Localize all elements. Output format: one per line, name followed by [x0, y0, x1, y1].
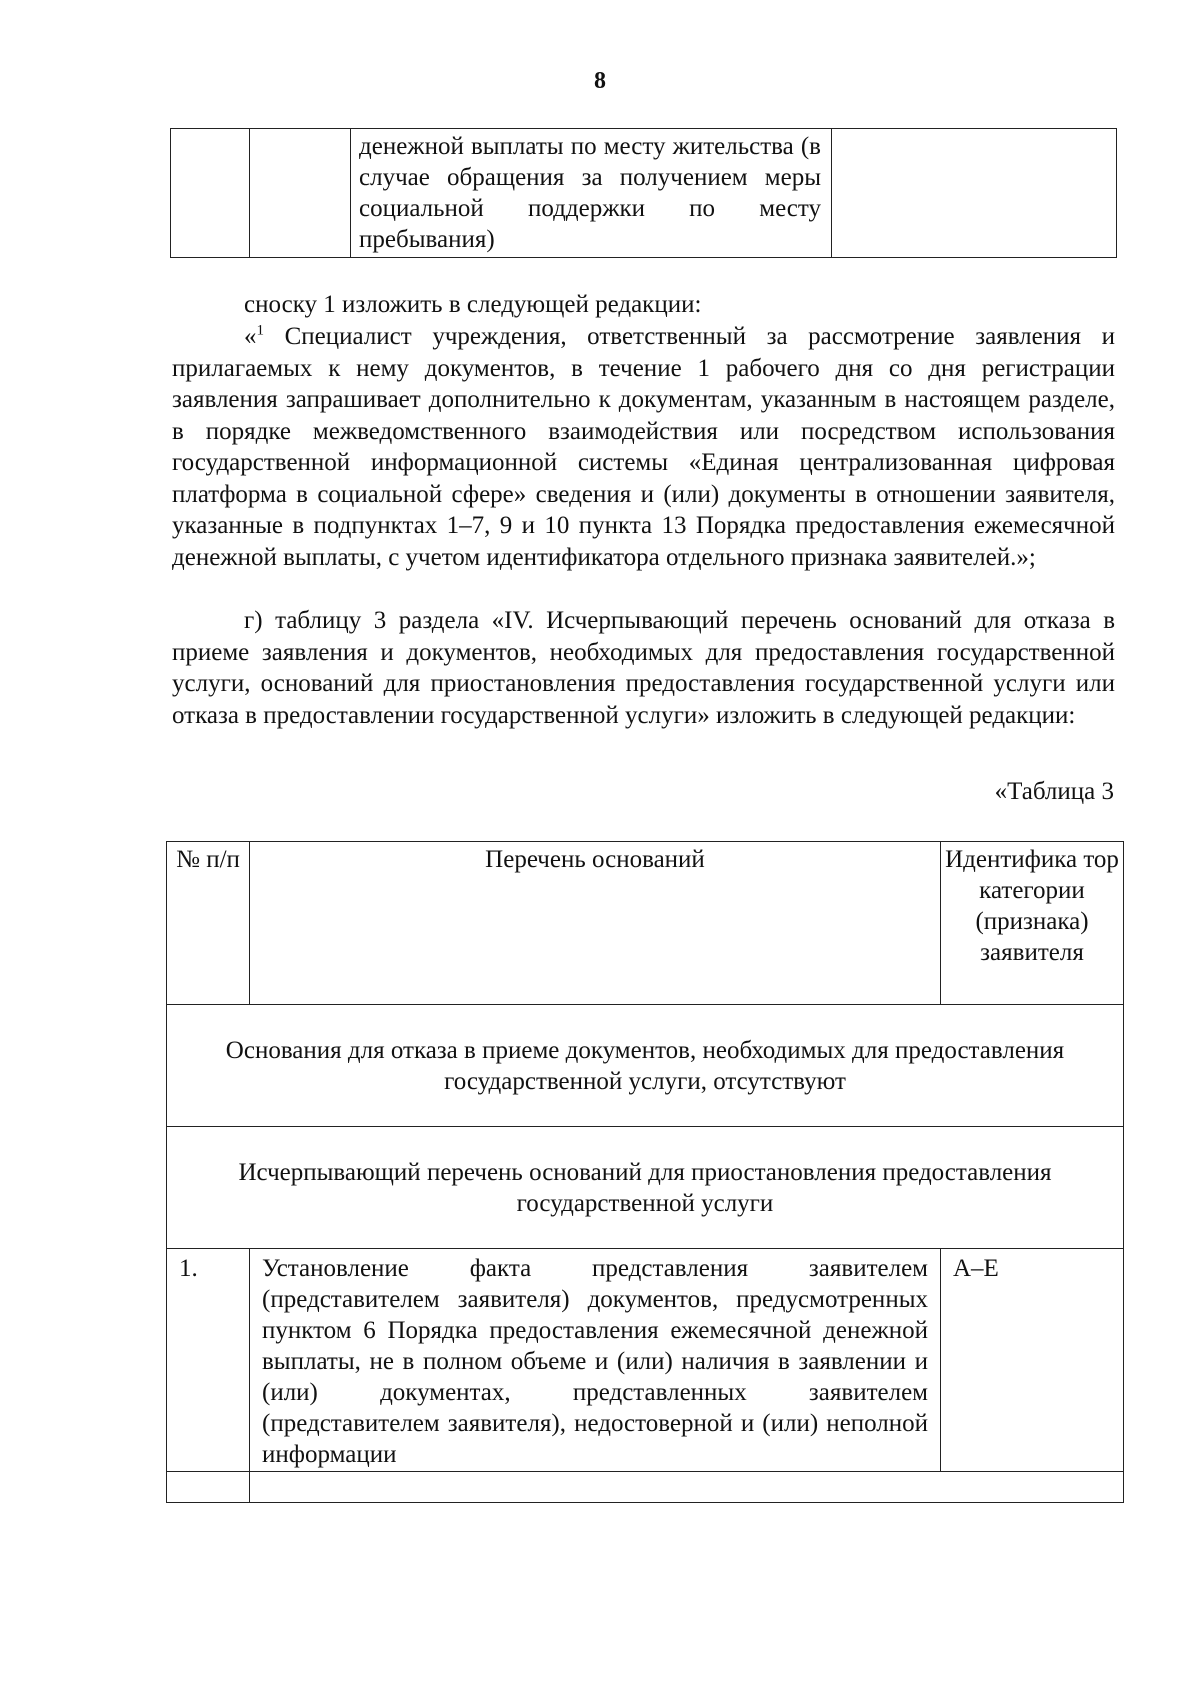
- table-row: [171, 129, 1117, 258]
- section-cell: [167, 1127, 1124, 1249]
- header-num: № п/п: [167, 842, 250, 1005]
- table-header-row: [167, 842, 1124, 1005]
- table-cell: [171, 129, 250, 258]
- row-text-cell: [250, 1249, 941, 1472]
- page-number: 8: [594, 68, 606, 94]
- section-heading: Основания для отказа в приеме документов, необходимых для предоставления государственной услуги, отсутствуют: [225, 1036, 1065, 1095]
- quote-mark: «: [244, 323, 257, 350]
- footnote-number: 1: [256, 322, 264, 339]
- table-cell: [250, 129, 351, 258]
- table-cell-text: денежной выплаты по месту жительства (в случае обращения за получением меры социальной поддержки по месту пребывания): [359, 133, 821, 253]
- table-label: «Таблица 3: [994, 778, 1114, 805]
- header-id: Идентифика тор категории (признака) заявителя: [941, 842, 1124, 1005]
- table-cell: [832, 129, 1117, 258]
- footnote-body: Специалист учреждения, ответственный за рассмотрение заявления и прилагаемых к нему документов, в течение 1 рабочего дня со дня регистрации заявления запрашивает дополнительно к документам, указанным в настоящем разделе, в порядке межведомственного взаимодействия или посредством использования государственной информационной системы «Единая централизованная цифровая платформа в социальной сфере» сведения и (или) документы в отношении заявителя, указанные в подпунктах 1–7, 9 и 10 пункта 13 Порядка предоставления ежемесячной денежной выплаты, с учетом идентификатора отдельного признака заявителей.»;: [172, 323, 1115, 571]
- section-cell: [167, 1005, 1124, 1127]
- section-heading: Исчерпывающий перечень оснований для приостановления предоставления государственной услуги: [238, 1158, 1052, 1217]
- row-number: 1.: [167, 1249, 250, 1472]
- paragraph-footnote-instruction: сноску 1 изложить в следующей редакции:: [244, 291, 702, 318]
- table-cell: [351, 129, 832, 258]
- row-identifier: А–Е: [941, 1249, 1124, 1472]
- table-row-empty: [167, 1472, 1124, 1503]
- table-cell: [167, 1472, 250, 1503]
- table-3: [166, 841, 1124, 1503]
- header-list: Перечень оснований: [250, 842, 941, 1005]
- table-cell: [250, 1472, 1124, 1503]
- row-text: Установление факта представления заявителем (представителем заявителя) документов, предусмотренных пунктом 6 Порядка предоставления ежемесячной денежной выплаты, не в полном объеме и (или) наличия в заявлении и (или) документах, представленных заявителем (представителем заявителя), недостоверной и (или) неполной информации: [262, 1255, 928, 1468]
- section-row-refusal: [167, 1005, 1124, 1127]
- section-row-suspension: [167, 1127, 1124, 1249]
- continued-table: [170, 128, 1117, 258]
- paragraph-footnote-text: [172, 321, 1115, 573]
- table-row: [167, 1249, 1124, 1472]
- paragraph-table-instruction: г) таблицу 3 раздела «IV. Исчерпывающий перечень оснований для отказа в приеме заявления и документов, необходимых для предоставления государственной услуги, оснований для приостановления предоставления государственной услуги или отказа в предоставлении государственной услуги» изложить в следующей редакции:: [172, 607, 1115, 729]
